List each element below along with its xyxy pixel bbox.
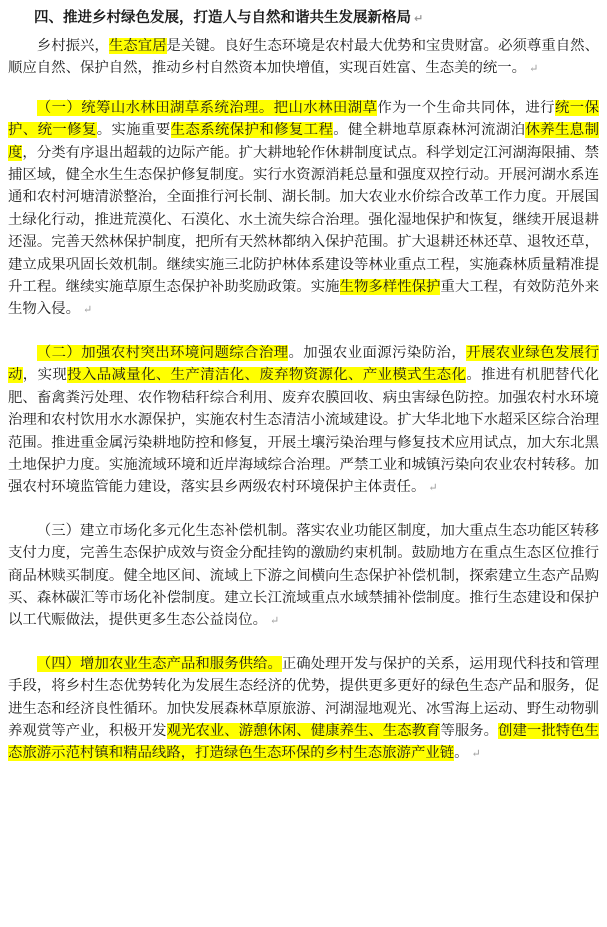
paragraph-section-1 [8, 97, 599, 322]
section-heading-text: 四、推进乡村绿色发展，打造人与自然和谐共生发展新格局 [34, 10, 411, 26]
body-text: 作为一个生命共同体，进行 [377, 99, 555, 116]
paragraph-mark-icon: ↵ [270, 614, 280, 628]
document-body [8, 35, 599, 766]
body-text: ，分类有序退出超载的边际产能。扩大耕地轮作休耕制度试点。科学划定江河湖海限捕、禁捕区域，健全水生生态保护修复制度。实行水资源消耗总量和强度双控行动。开展河湖水系连通和农村河塘清淤整治，全面推行河长制、湖长制。加大农业水价综合改革工作力度。开展国土绿化行动，推进荒漠化、石漠化、水土流失综合治理。强化湿地保护和恢复，继续开展退耕还湿。完善天然林保护制度，把所有天然林都纳入保护范围。扩大退耕还林还草、退牧还草，建立成果巩固长效机制。继续实施三北防护林体系建设等林业重点工程，实施森林质量精准提升工程。继续实施草原生态保护补助奖励政策。实施 [8, 144, 599, 296]
body-text: 正确处理开发与保护的关系，运用现代科技和管理手段，将乡村生态优势转化为发展生态经济的优势，提供更多更好的绿色生态产品和服务，促进生态和经济良性循环。加快发展森林草原旅游、河湖湿地观光、冰雪海上运动、野生动物驯养观赏等产业，积极开发 [8, 655, 599, 739]
paragraph-mark-icon: ↵ [529, 62, 539, 76]
highlighted-text: 统一保护、统一修复 [8, 99, 599, 139]
section-heading [8, 6, 599, 31]
body-text: 是关键。良好生态环境是农村最大优势和宝贵财富。必须尊重自然、顺应自然、保护自然，推动乡村自然资本加快增值，实现百姓富、生态美的统一。 [8, 38, 599, 77]
body-text: ，实现 [22, 367, 68, 384]
highlighted-text: 观光农业、游憩休闲、健康养生、生态教育 [166, 722, 441, 739]
highlighted-text: 投入品减量化、生产清洁化、废弃物资源化、产业模式生态化 [67, 367, 467, 384]
body-text: 乡村振兴， [36, 38, 109, 54]
body-text: 等服务。 [440, 722, 499, 739]
body-text: 重大工程，有效防范外来生物入侵。 [8, 279, 599, 318]
body-text: 。实施重要 [96, 122, 171, 139]
paragraph-mark-icon: ↵ [428, 481, 438, 495]
highlighted-text: 生物多样性保护 [339, 279, 441, 296]
highlighted-text: （一）统筹山水林田湖草系统治理。 [36, 99, 274, 116]
paragraph-section-3 [8, 520, 599, 633]
highlighted-text: 生态系统保护和修复工程 [170, 122, 334, 139]
paragraph-section-2 [8, 342, 599, 500]
body-text: （三）建立市场化多元化生态补偿机制。落实农业功能区制度，加大重点生态功能区转移支付力度，完善生态保护成效与资金分配挂钩的激励约束机制。鼓励地方在重点生态区位推行商品林赎买制度。健全地区间、流域上下游之间横向生态保护补偿机制，探索建立生态产品购买、森林碳汇等市场化补偿制度。建立长江流域重点水域禁捕补偿制度。推行生态建设和保护以工代赈做法，提供更多生态公益岗位。 [8, 522, 599, 629]
body-text: 。 [454, 745, 469, 762]
highlighted-text: （二）加强农村突出环境问题综合治理 [36, 344, 289, 361]
highlighted-text: 创建一批特色生态旅游示范村镇和精品线路，打造绿色生态环保的乡村生态旅游产业链 [8, 722, 599, 762]
paragraph-mark-icon: ↵ [82, 303, 93, 317]
paragraph-mark-icon: ↵ [414, 12, 424, 25]
highlighted-text: 开展农业绿色发展行动 [8, 344, 599, 384]
body-text: 。加强农业面源污染防治， [288, 344, 467, 361]
paragraph-intro [8, 35, 599, 81]
paragraph-mark-icon: ↵ [471, 747, 481, 761]
highlighted-text: 休养生息制度 [8, 122, 599, 161]
body-text: 。推进有机肥替代化肥、畜禽粪污处理、农作物秸秆综合利用、废弃农膜回收、病虫害绿色防控。加强农村水环境治理和农村饮用水水源保护，实施农村生态清洁小流域建设。扩大华北地下水超采区综合治理范围。推进重金属污染耕地防控和修复，开展土壤污染治理与修复技术应用试点，加大东北黑土地保护力度。实施流域环境和近岸海域综合治理。严禁工业和城镇污染向农业农村转移。加强农村环境监管能力建设，落实县乡两级农村环境保护主体责任。 [8, 367, 599, 496]
paragraph-section-4 [8, 653, 599, 766]
highlighted-text: 生态宜居 [108, 38, 167, 54]
body-text: 。健全耕地草原森林河流湖泊 [333, 122, 526, 139]
highlighted-text: （四）增加农业生态产品和服务供给。 [36, 655, 282, 672]
highlighted-text: 把山水林田湖草 [273, 99, 378, 116]
